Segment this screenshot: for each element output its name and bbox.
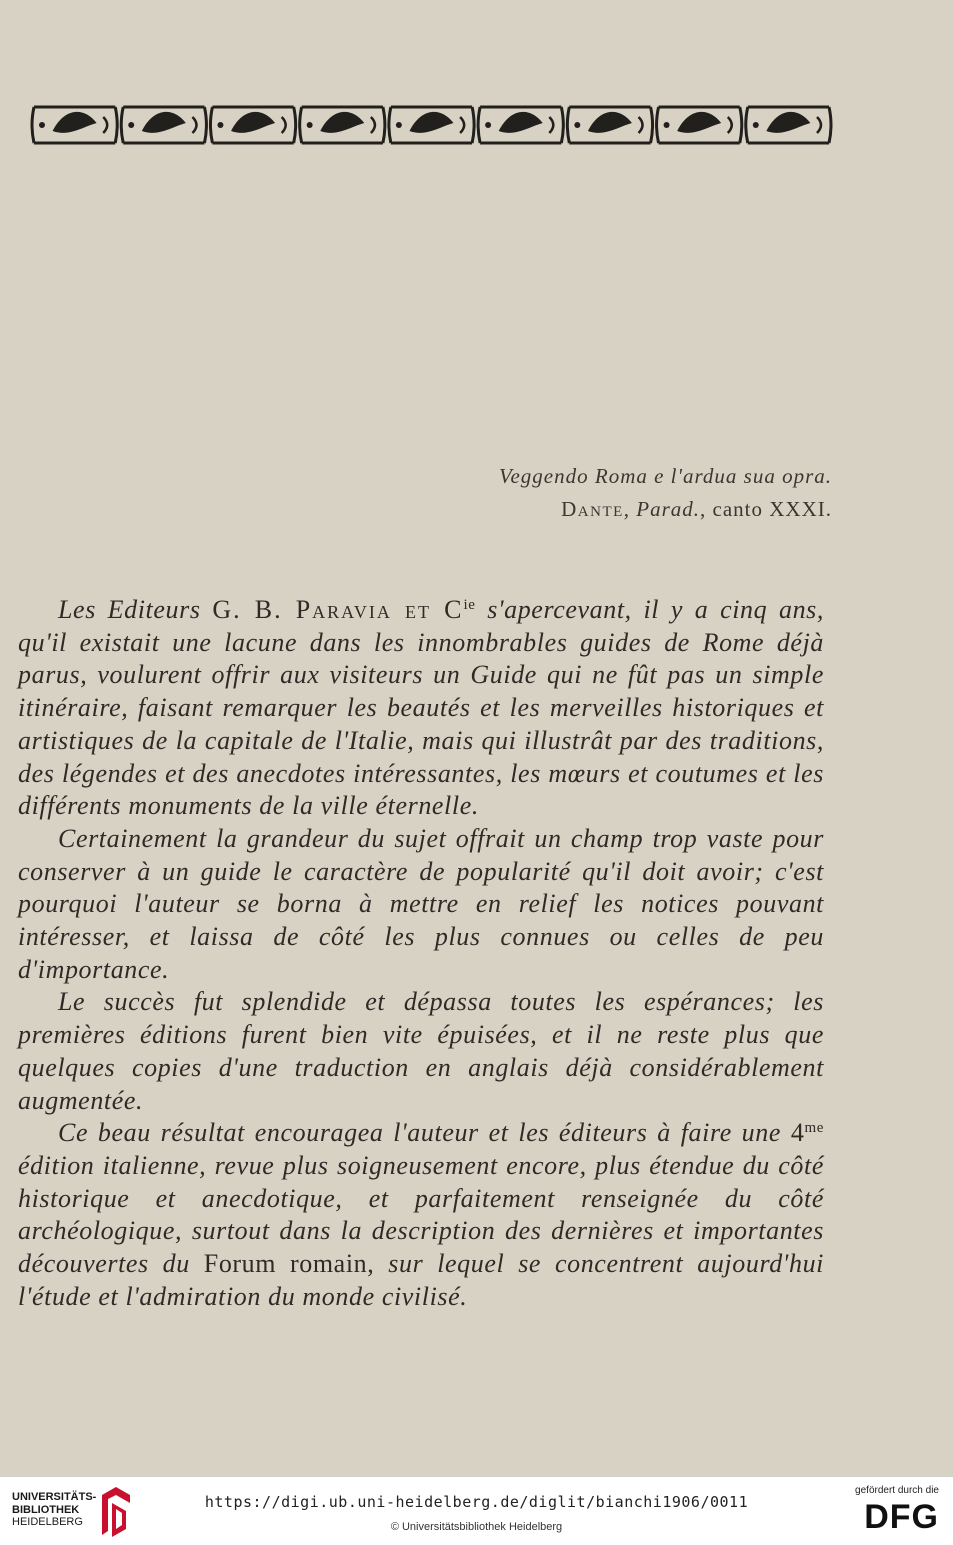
p4-a: Ce beau résultat encouragea l'auteur et les éditeurs à faire une (58, 1118, 791, 1148)
copyright-notice: © Universitätsbibliothek Heidelberg (390, 1521, 563, 1533)
ornament-motif (657, 107, 742, 143)
ornament-motif (121, 107, 206, 143)
library-line-3: HEIDELBERG (12, 1516, 83, 1528)
epigraph-canto: canto XXXI. (712, 497, 832, 521)
p1-rest: s'apercevant, il y a cinq ans, qu'il existait une lacune dans les innombrables guides de Rome déjà parus, voulurent offrir aux visiteurs un Guide qui ne fût pas un simple itinéraire, faisant remarquer les beautés et les merveilles historiques et artistiques de la capitale de l'Italie, mais qui illustrât par des traditions, des légendes et des anecdotes intéressantes, les mœurs et coutumes et les différents monuments de la ville éternelle. (18, 595, 824, 821)
edition-sup: me (804, 1120, 824, 1137)
paragraph-1 (18, 594, 824, 823)
epigraph (499, 460, 832, 526)
paragraph-3: Le succès fut splendide et dépassa toutes les espérances; les premières éditions furent bien vite épuisées, et il ne reste plus que quelques copies d'une traduction en anglais déjà considérablement augmentée. (18, 987, 824, 1115)
dfg-logo[interactable]: DFG (864, 1498, 939, 1536)
publisher-name: G. B. Paravia et C (212, 595, 464, 624)
ornament-motif (210, 107, 295, 143)
p4-c: sur lequel se concentrent aujourd'hui l'étude et l'admiration du monde civilisé. (18, 1249, 824, 1311)
ornament-motif (746, 107, 831, 143)
ornament-motif (32, 107, 117, 143)
ornament-motif (478, 107, 563, 143)
ornament-motif (389, 107, 474, 143)
epigraph-citation: Dante, Parad., canto XXXI. (561, 497, 832, 521)
ornament-motif (300, 107, 385, 143)
ornament-motif (567, 107, 652, 143)
p1-lead: Les Editeurs (58, 595, 213, 624)
paragraph-4 (18, 1117, 824, 1313)
library-line-2: BIBLIOTHEK (12, 1503, 80, 1516)
epigraph-work: Parad. (636, 497, 701, 521)
forum-romain: Forum romain, (203, 1249, 375, 1279)
publisher-sup: ie (463, 597, 476, 613)
viewer-footer (0, 1476, 953, 1545)
paragraph-2: Certainement la grandeur du sujet offrait un champ trop vaste pour conserver à un guide le caractère de popularité qu'il doit avoir; c'est pourquoi l'auteur se borna à mettre en relief les notices pouvant intéresser, et laissa de côté les plus connues ou celles de peu d'importance. (18, 823, 824, 984)
epigraph-author: Dante (561, 497, 624, 521)
edition-number: 4 (790, 1118, 805, 1148)
ornamental-header-band (30, 97, 833, 153)
preface-body (18, 594, 824, 1313)
library-line-1: UNIVERSITÄTS- (12, 1491, 97, 1503)
permalink-url[interactable]: https://digi.ub.uni-heidelberg.de/diglit/bianchi1906/0011 (204, 1493, 749, 1511)
p4-b: édition italienne, revue plus soigneusement encore, plus étendue du côté historique et anecdotique, et parfaitement renseignée du côté archéologique, surtout dans la description des dernières et importantes découvertes du (18, 1150, 824, 1279)
funded-by-label: gefördert durch die (855, 1485, 939, 1496)
epigraph-verse: Veggendo Roma e l'ardua sua opra. (498, 464, 832, 488)
